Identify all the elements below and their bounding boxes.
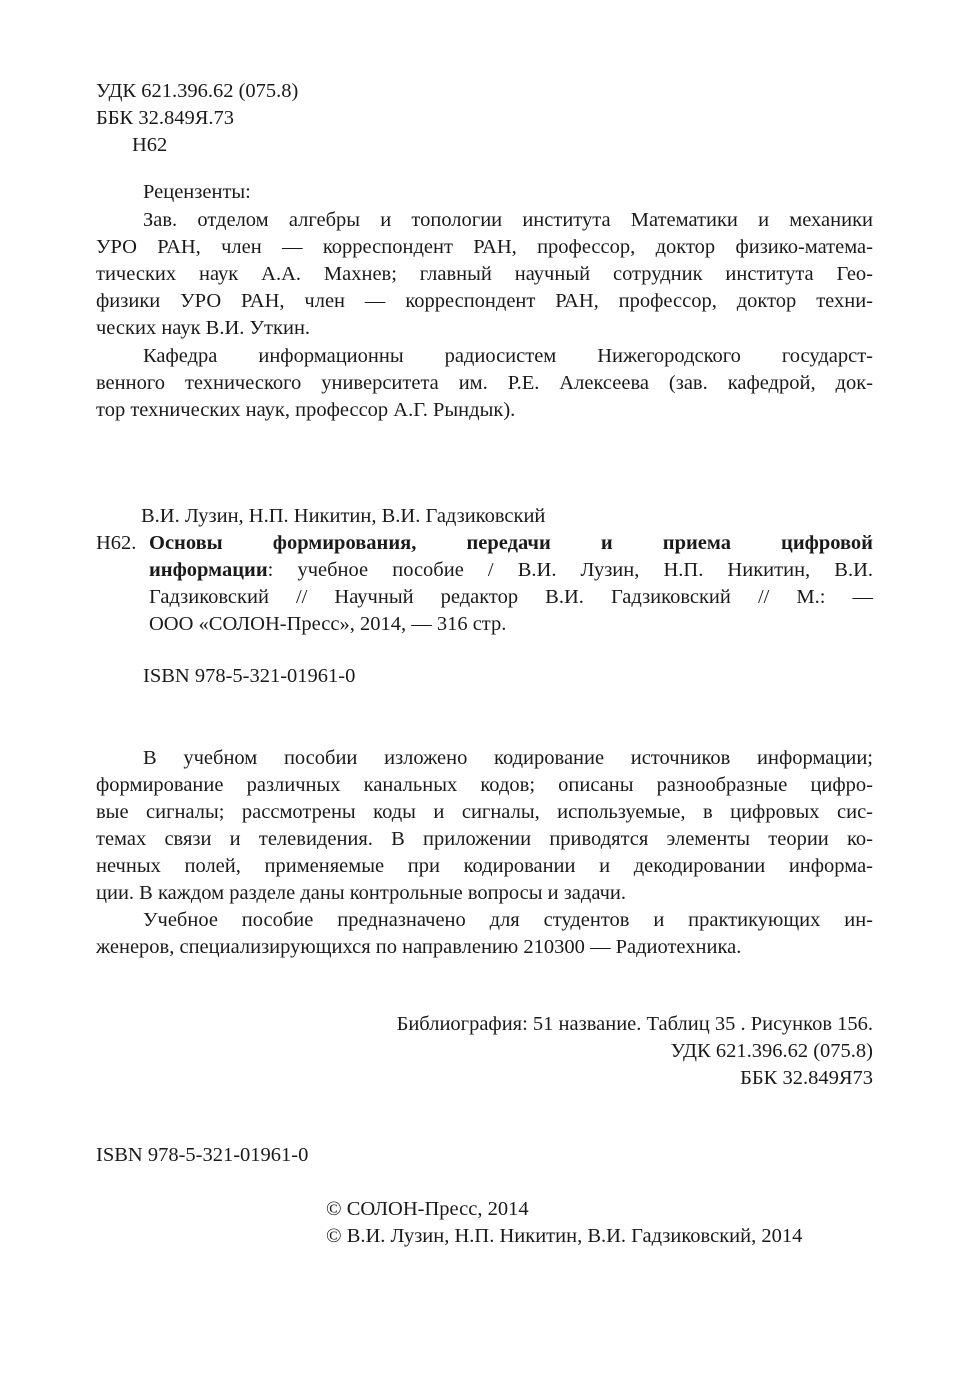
catalog-line3: Гадзиковский // Научный редактор В.И. Гадзиковский // М.: — bbox=[149, 586, 873, 608]
catalog-title-part2: информации bbox=[149, 559, 268, 581]
bibliography-stats: Библиография: 51 название. Таблиц 35 . Рисунков 156. bbox=[396, 1013, 873, 1035]
reviewers-heading bbox=[143, 179, 251, 206]
catalog-isbn bbox=[143, 663, 355, 690]
abstract-line: нечных полей, применяемые при кодировании и декодировании информа- bbox=[96, 855, 873, 877]
abstract-paragraph-1 bbox=[96, 745, 873, 907]
bbk-code: ББК 32.849Я.73 bbox=[96, 107, 235, 129]
abstract-line: женеров, специализирующихся по направлению 210300 — Радиотехника. bbox=[96, 936, 742, 958]
reviewer-1-line: тических наук А.А. Махнев; главный научный сотрудник института Гео- bbox=[96, 263, 873, 285]
catalog-isbn-text: ISBN 978-5-321-01961-0 bbox=[143, 665, 356, 687]
catalog-line4: ООО «СОЛОН-Пресс», 2014, — 316 стр. bbox=[149, 613, 507, 635]
reviewer-1 bbox=[96, 207, 873, 342]
catalog-title-part1: Основы формирования, передачи и приема цифровой bbox=[149, 532, 873, 554]
footer-isbn bbox=[96, 1142, 308, 1169]
reviewer-2 bbox=[96, 343, 873, 424]
abstract-line: темах связи и телевидения. В приложении приводятся элементы теории ко- bbox=[96, 828, 873, 850]
classification-block bbox=[96, 78, 298, 159]
reviewer-1-line: ческих наук В.И. Уткин. bbox=[96, 317, 311, 339]
reviewer-2-line: тор технических наук, профессор А.Г. Рындык). bbox=[96, 399, 516, 421]
catalog-authors bbox=[141, 503, 545, 530]
catalog-code: Н62. bbox=[96, 532, 137, 554]
reviewer-2-line: Кафедра информационны радиосистем Нижегородского государст- bbox=[143, 345, 873, 367]
reviewer-1-line: УРО РАН, член — корреспондент РАН, профессор, доктор физико-матема- bbox=[96, 236, 873, 258]
summary-bbk: ББК 32.849Я73 bbox=[740, 1067, 873, 1089]
summary-udk: УДК 621.396.62 (075.8) bbox=[670, 1040, 873, 1062]
reviewer-1-line: Зав. отделом алгебры и топологии института Математики и механики bbox=[143, 209, 873, 231]
footer-isbn-text: ISBN 978-5-321-01961-0 bbox=[96, 1144, 309, 1166]
abstract-line: Учебное пособие предназначено для студентов и практикующих ин- bbox=[143, 909, 873, 931]
copyright-block bbox=[326, 1196, 802, 1250]
copyright-authors: © В.И. Лузин, Н.П. Никитин, В.И. Гадзиковский, 2014 bbox=[326, 1225, 803, 1247]
summary-block bbox=[96, 1011, 873, 1092]
reviewer-1-line: физики УРО РАН, член — корреспондент РАН, профессор, доктор техни- bbox=[96, 290, 873, 312]
author-sign: Н62 bbox=[132, 134, 168, 156]
abstract-paragraph-2 bbox=[96, 907, 873, 961]
udk-code: УДК 621.396.62 (075.8) bbox=[96, 80, 299, 102]
copyright-publisher: © СОЛОН-Пресс, 2014 bbox=[326, 1198, 529, 1220]
abstract-line: В учебном пособии изложено кодирование источников информации; bbox=[143, 747, 873, 769]
abstract-line: вые сигналы; рассмотрены коды и сигналы, используемые, в цифровых сис- bbox=[96, 801, 873, 823]
abstract-line: ции. В каждом разделе даны контрольные вопросы и задачи. bbox=[96, 882, 627, 904]
catalog-entry bbox=[96, 530, 873, 638]
reviewer-2-line: венного технического университета им. Р.Е. Алексеева (зав. кафедрой, док- bbox=[96, 372, 873, 394]
reviewers-heading-text: Рецензенты: bbox=[143, 181, 251, 203]
catalog-line2-rest: : учебное пособие / В.И. Лузин, Н.П. Никитин, В.И. bbox=[267, 559, 873, 581]
catalog-authors-text: В.И. Лузин, Н.П. Никитин, В.И. Гадзиковский bbox=[141, 505, 546, 527]
abstract-line: формирование различных канальных кодов; описаны разнообразные цифро- bbox=[96, 774, 873, 796]
